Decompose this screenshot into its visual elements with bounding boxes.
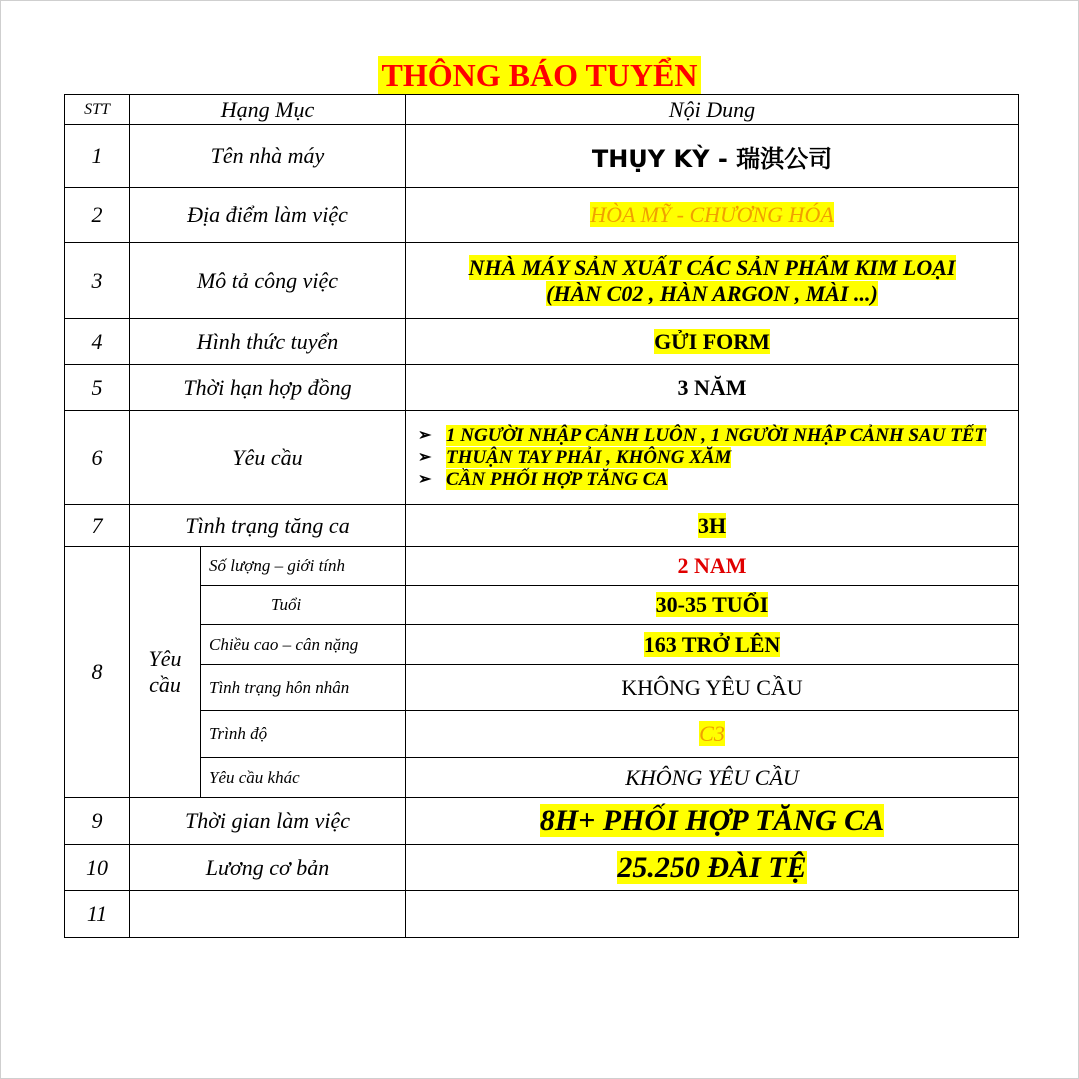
table-row [65,125,1019,188]
row-value [406,319,1019,365]
sub-label: Tình trạng hôn nhân [201,665,406,711]
job-description-line2: (HÀN C02 , HÀN ARGON , MÀI ...) [546,280,878,306]
sub-value: KHÔNG YÊU CẦU [406,665,1019,711]
header-stt: STT [65,95,130,125]
table-row [65,243,1019,319]
row-value [406,243,1019,319]
table-row [65,586,1019,625]
header-content: Nội Dung [406,95,1019,125]
row-category: Hình thức tuyển [130,319,406,365]
sub-label: Tuổi [201,586,406,625]
row-stt: 11 [65,891,130,938]
row-stt: 5 [65,365,130,411]
list-item: ➢ 1 NGƯỜI NHẬP CẢNH LUÔN , 1 NGƯỜI NHẬP CẢNH SAU TẾT [418,424,987,446]
factory-name: THỤY KỲ - 瑞淇公司 [591,144,833,173]
row-category: Thời hạn hợp đồng [130,365,406,411]
table-row [65,365,1019,411]
table-row [65,891,1019,938]
row-category: Yêu cầu [130,547,201,798]
table-row [65,758,1019,798]
row-value [406,845,1019,891]
row-stt: 9 [65,798,130,845]
table-row [65,625,1019,665]
recruit-method: GỬI FORM [654,328,770,354]
contract-term: 3 NĂM [406,365,1019,411]
row-value [406,125,1019,188]
sub-value: KHÔNG YÊU CẦU [406,758,1019,798]
row-value [406,188,1019,243]
table-row [65,547,1019,586]
row-stt: 6 [65,411,130,505]
row-category: Tên nhà máy [130,125,406,188]
table-row [65,798,1019,845]
row-value [406,505,1019,547]
table-row [65,319,1019,365]
row-value [406,798,1019,845]
list-item: ➢ CẦN PHỐI HỢP TĂNG CA [418,468,669,490]
table-row [65,711,1019,758]
sub-label: Yêu cầu khác [201,758,406,798]
sub-value: 2 NAM [406,547,1019,586]
header-row [65,95,1019,125]
row-stt: 3 [65,243,130,319]
row-value [406,411,1019,505]
row-category: Tình trạng tăng ca [130,505,406,547]
table-row [65,188,1019,243]
page-title: THÔNG BÁO TUYỂN [378,56,702,94]
work-location: HÒA MỸ - CHƯƠNG HÓA [590,202,834,227]
sub-label: Số lượng – giới tính [201,547,406,586]
row-category: Yêu cầu [130,411,406,505]
sub-value: 30-35 TUỔI [406,586,1019,625]
table-row [65,411,1019,505]
row-category: Thời gian làm việc [130,798,406,845]
arrow-bullet-icon: ➢ [418,448,432,466]
overtime-status: 3H [697,512,727,538]
sub-label: Chiều cao – cân nặng [201,625,406,665]
row-category: Mô tả công việc [130,243,406,319]
row-value [406,891,1019,938]
table-row [65,505,1019,547]
table-row [65,845,1019,891]
recruitment-table [64,94,1019,938]
title-wrap [0,56,1079,94]
row-stt: 7 [65,505,130,547]
row-stt: 1 [65,125,130,188]
sub-value: C3 [406,711,1019,758]
row-category: Lương cơ bản [130,845,406,891]
header-category: Hạng Mục [130,95,406,125]
list-item: ➢ THUẬN TAY PHẢI , KHÔNG XĂM [418,446,732,468]
base-salary: 25.250 ĐÀI TỆ [617,850,807,884]
row-stt: 8 [65,547,130,798]
arrow-bullet-icon: ➢ [418,426,432,444]
arrow-bullet-icon: ➢ [418,470,432,488]
working-time: 8H+ PHỐI HỢP TĂNG CA [539,804,885,837]
sub-value: 163 TRỞ LÊN [406,625,1019,665]
table-row [65,665,1019,711]
row-category: Địa điểm làm việc [130,188,406,243]
row-stt: 2 [65,188,130,243]
job-description-line1: NHÀ MÁY SẢN XUẤT CÁC SẢN PHẨM KIM LOẠI [468,254,956,280]
sub-label: Trình độ [201,711,406,758]
row-stt: 4 [65,319,130,365]
requirement-list [410,425,1014,491]
row-stt: 10 [65,845,130,891]
row-category [130,891,406,938]
